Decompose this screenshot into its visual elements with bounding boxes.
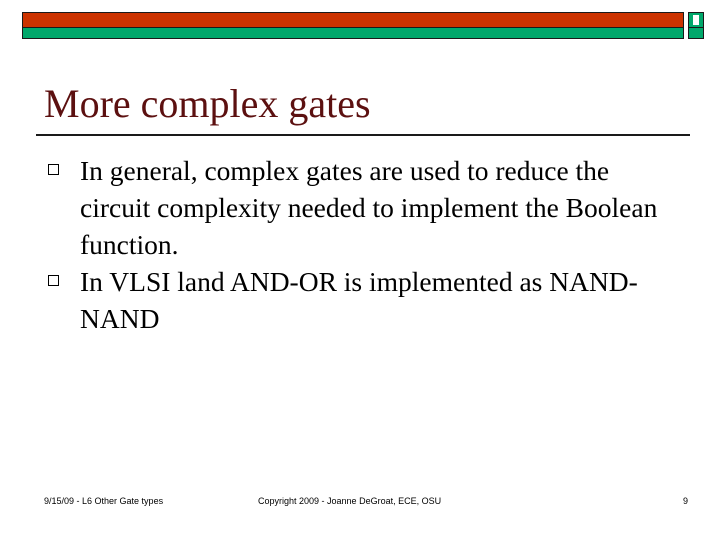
footer-date-lecture: 9/15/09 - L6 Other Gate types bbox=[44, 496, 164, 506]
square-bullet-icon bbox=[48, 164, 59, 175]
header-banner-red bbox=[22, 12, 684, 28]
footer-page-number: 9 bbox=[682, 496, 688, 506]
square-bullet-icon bbox=[48, 275, 59, 286]
bullet-text: In general, complex gates are used to reduce the circuit complexity needed to implement the Boolean function. bbox=[80, 155, 658, 260]
bullet-list bbox=[44, 152, 674, 337]
bullet-item bbox=[44, 263, 674, 337]
header-banner-corner-bottom bbox=[688, 28, 704, 39]
slide-title: More complex gates bbox=[44, 81, 371, 126]
bullet-item bbox=[44, 152, 674, 263]
header-banner-corner-top bbox=[688, 12, 704, 28]
header-banner-green bbox=[22, 28, 684, 39]
footer-copyright: Copyright 2009 - Joanne DeGroat, ECE, OSU bbox=[258, 496, 442, 506]
bullet-text: In VLSI land AND-OR is implemented as NAND-NAND bbox=[80, 266, 638, 334]
title-divider bbox=[36, 134, 690, 136]
